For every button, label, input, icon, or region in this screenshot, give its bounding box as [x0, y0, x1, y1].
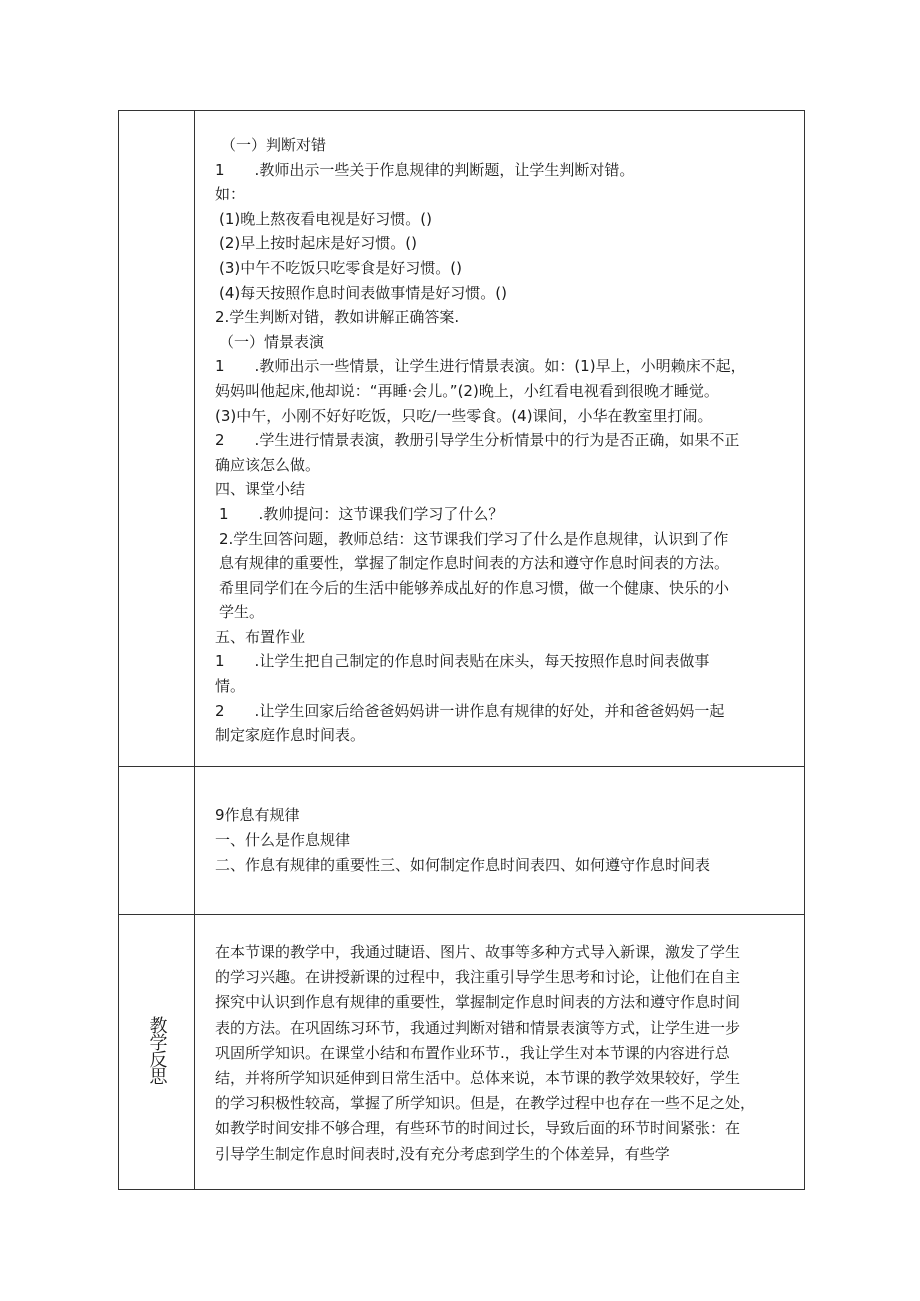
reflection-line-4: 表的方法。在巩固练习环节，我通过判断对错和情景表演等方式，让学生进一步 [215, 1018, 741, 1037]
lesson-plan-table [118, 110, 805, 1190]
judge-item-2: 2.学生判断对错，教如讲解正确答案. [215, 308, 460, 327]
example-label: 如： [215, 185, 246, 204]
reflection-line-7: 的学习积极性较高，掌握了所学知识。但是，在教学过程中也存在一些不足之处， [215, 1094, 756, 1113]
reflection-label: 教学反思 [146, 1015, 168, 1084]
judge-question-4: (4)每天按照作息时间表做事情是好习惯。() [219, 283, 507, 302]
summary-item-2-cont-c: 学生。 [219, 603, 265, 622]
judge-question-1: (1)晚上熬夜看电视是好习惯。() [219, 209, 432, 228]
reflection-line-3: 探究中认识到作息有规律的重要性，掌握制定作息时间表的方法和遵守作息时间 [215, 993, 741, 1012]
roleplay-item-1-cont-b: (3)中午，小刚不好好吃饭，只吃/一些零食。(4)课间，小华在教室里打闹。 [215, 406, 713, 425]
board-line-2: 二、作息有规律的重要性三、如何制定作息时间表四、如何遵守作息时间表 [215, 856, 711, 874]
reflection-line-2: 的学习兴趣。在讲授新课的过程中，我注重引导学生思考和讨论，让他们在自主 [215, 968, 741, 987]
judge-question-2: (2)早上按时起床是好习惯。() [219, 234, 417, 253]
row-label-empty-2 [119, 767, 195, 915]
reflection-content-cell [195, 915, 805, 1190]
roleplay-item-1-cont-a: 妈妈叫他起床,他却说：“再睡·会儿。”(2)晚上，小红看电视看到很晚才睡觉。 [215, 381, 719, 400]
heading-roleplay: （一）情景表演 [219, 332, 325, 351]
row-reflection [119, 915, 805, 1190]
summary-item-2-cont-a: 息有规律的重要性，掌握了制定作息时间表的方法和遵守作息时间表的方法。 [219, 554, 730, 573]
homework-item-1-cont: 情。 [215, 677, 246, 696]
reflection-line-6: 结，并将所学知识延伸到日常生活中。总体来说，本节课的教学效果较好，学生 [215, 1068, 741, 1087]
reflection-line-9: 引导学生制定作息时间表时,没有充分考虑到学生的个体差异，有些学 [215, 1144, 670, 1163]
board-content-cell [195, 767, 805, 915]
heading-homework: 五、布置作业 [215, 627, 306, 646]
summary-item-2-cont-b: 希里同学们在今后的生活中能够养成乩好的作息习惯，做一个健康、快乐的小 [219, 578, 730, 597]
reflection-label-cell [119, 915, 195, 1190]
reflection-line-1: 在本节课的教学中，我通过睫语、图片、故事等多种方式导入新课，激发了学生 [215, 943, 741, 961]
board-title: 9作息有规律 [215, 806, 300, 824]
homework-item-2: 2 .让学生回家后给爸爸妈妈讲一讲作息有规律的好处，并和爸爸妈妈一起 [215, 701, 725, 720]
row-label-empty-1 [119, 111, 195, 767]
summary-item-2: 2.学生回答问题，教师总结：这节课我们学习了什么是作息规律，认识到了作 [219, 529, 729, 548]
judge-item-1: 1 .教师出示一些关于作息规律的判断题，让学生判断对错。 [215, 160, 635, 179]
reflection-line-8: 如教学时间安排不够合理，有些环节的时间过长，导致后面的环节时间紧张：在 [215, 1119, 741, 1138]
heading-summary: 四、课堂小结 [215, 480, 306, 499]
heading-judge: （一）判断对错 [221, 136, 327, 154]
roleplay-item-2-cont: 确应该怎么做。 [215, 455, 321, 474]
row-teaching-process [119, 111, 805, 767]
row-board-design [119, 767, 805, 915]
homework-item-2-cont: 制定家庭作息时间表。 [215, 726, 366, 745]
board-line-1: 一、什么是作息规律 [215, 831, 351, 849]
homework-item-1: 1 .让学生把自己制定的作息时间表贴在床头，每天按照作息时间表做事 [215, 652, 710, 671]
process-content-cell [195, 111, 805, 767]
roleplay-item-2: 2 .学生进行情景表演，教册引导学生分析情景中的行为是否正确，如果不正 [215, 431, 740, 450]
roleplay-item-1: 1 .教师出示一些情景，让学生进行情景表演。如：(1)早上，小明赖床不起， [215, 357, 746, 376]
judge-question-3: (3)中午不吃饭只吃零食是好习惯。() [219, 258, 462, 277]
reflection-line-5: 巩固所学知识。在课堂小结和布置作业环节.，我让学生对本节课的内容进行总 [215, 1043, 730, 1062]
summary-item-1: 1 .教帅提问：这节课我们学习了什么？ [219, 504, 504, 523]
